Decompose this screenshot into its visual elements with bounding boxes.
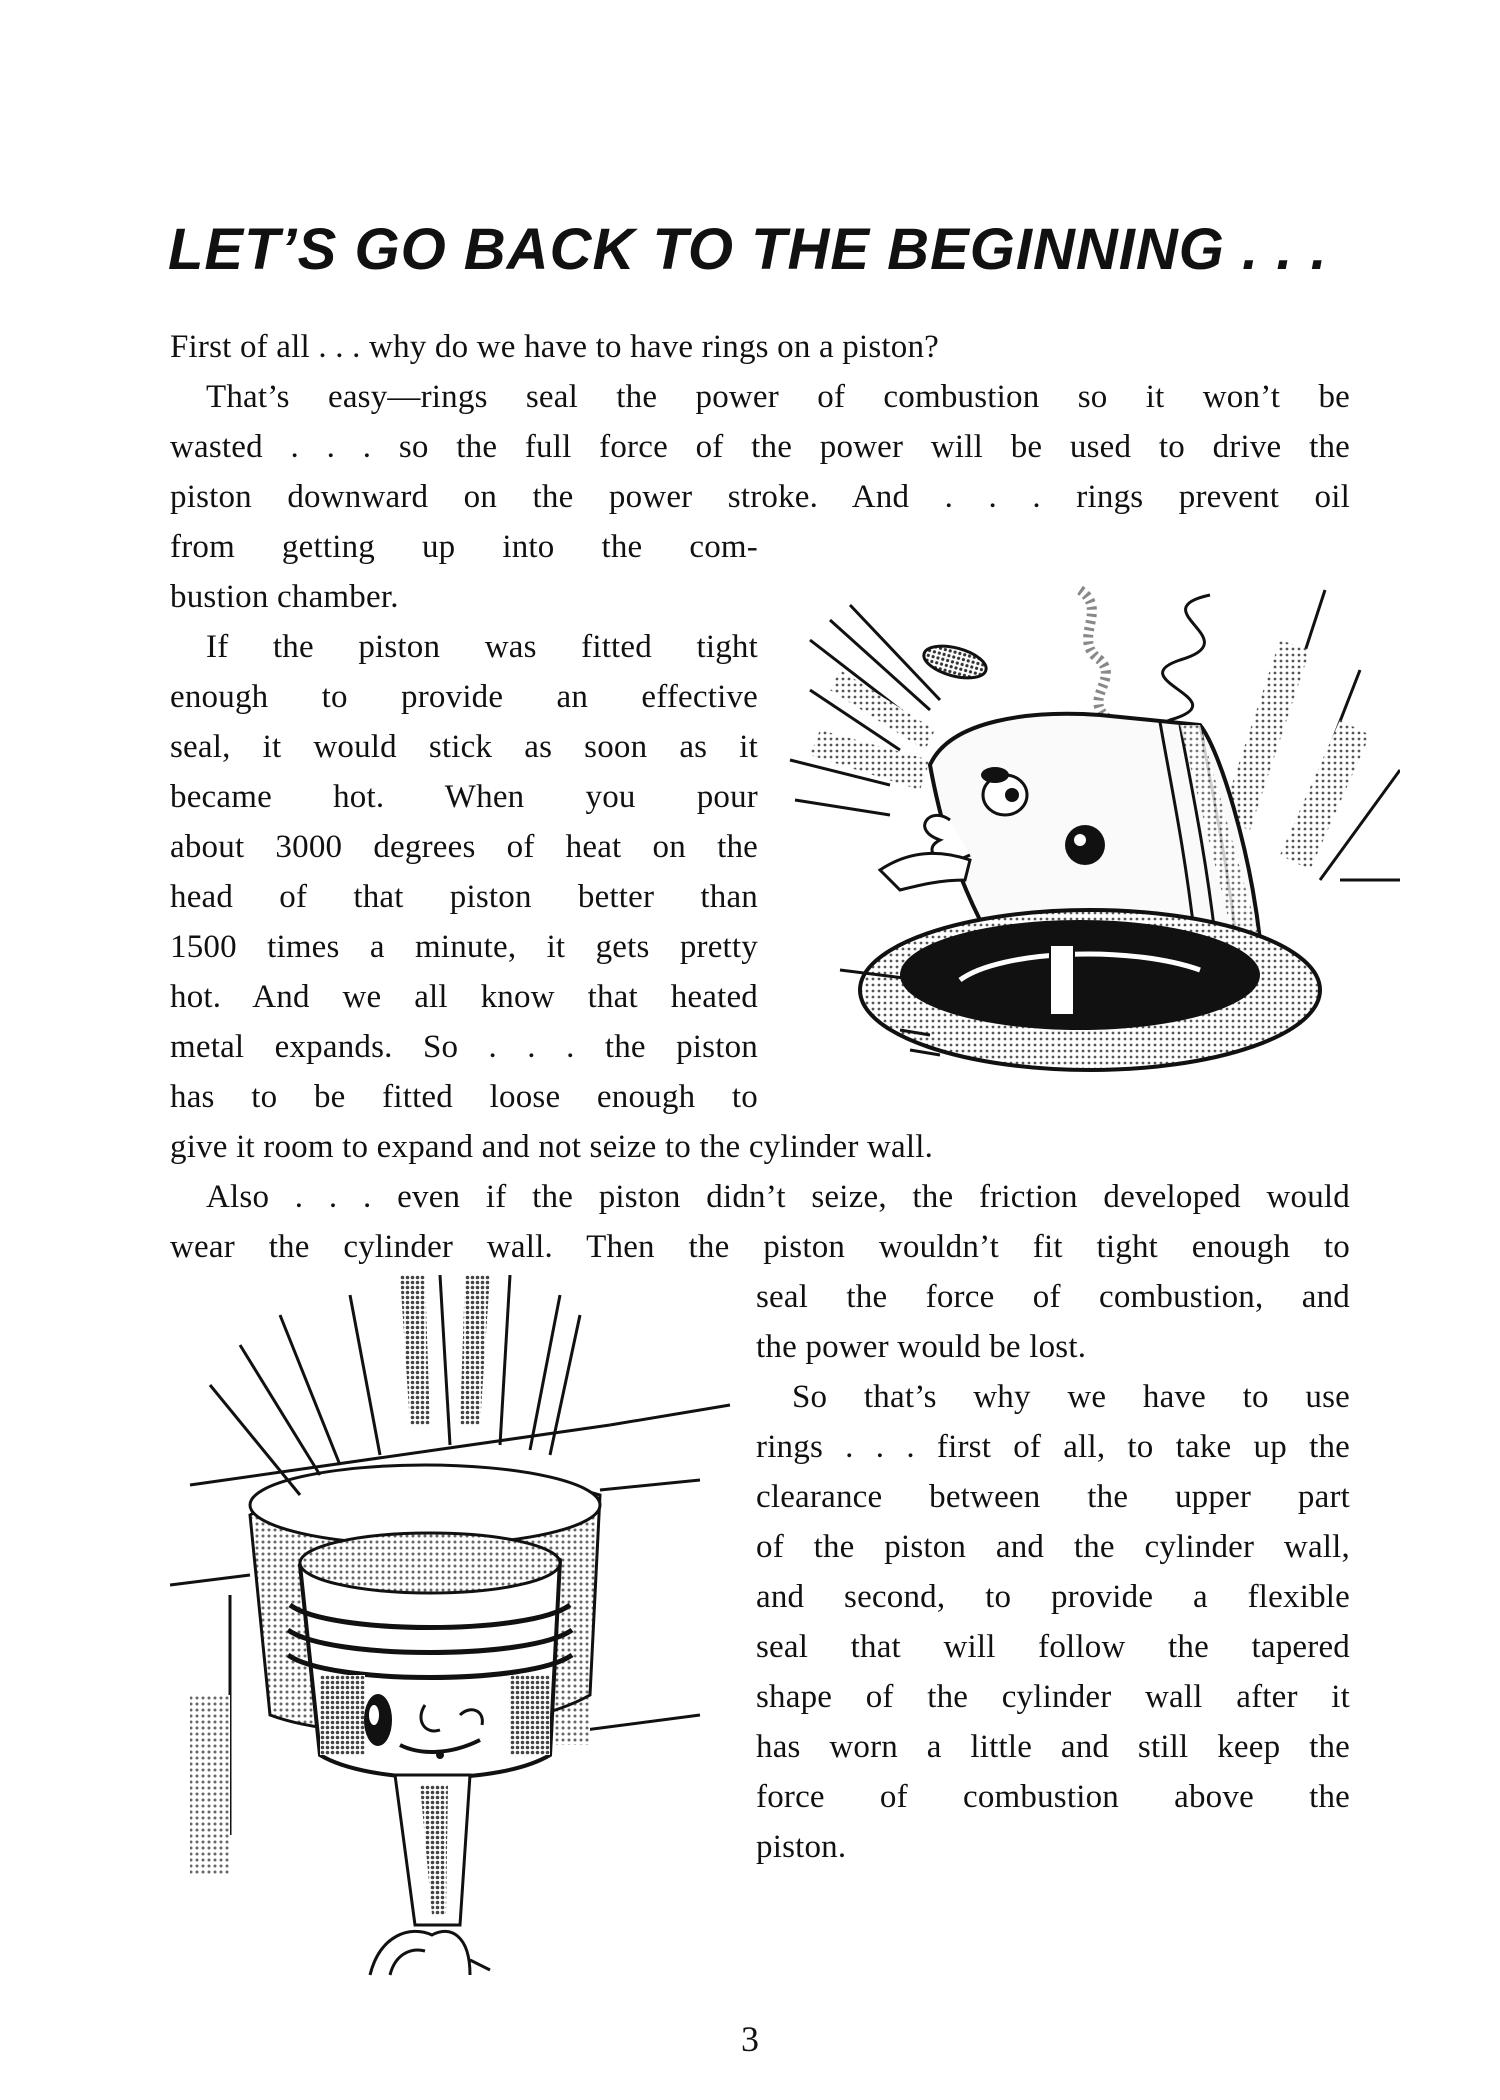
text-line: about 3000 degrees of heat on the bbox=[170, 829, 758, 865]
text-line: piston downward on the power stroke. And . . . rings prevent oil bbox=[170, 479, 1350, 515]
text-line: has to be fitted loose enough to bbox=[170, 1079, 758, 1115]
text-line: First of all . . . why do we have to have rings on a piston? bbox=[170, 329, 940, 365]
text-line: That’s easy—rings seal the power of combustion so it won’t be bbox=[206, 379, 1350, 415]
text-line: head of that piston better than bbox=[170, 879, 758, 915]
text-line: clearance between the upper part bbox=[756, 1479, 1350, 1515]
text-line: metal expands. So . . . the piston bbox=[170, 1029, 758, 1065]
text-line: of the piston and the cylinder wall, bbox=[756, 1529, 1350, 1565]
text-line: 1500 times a minute, it gets pretty bbox=[170, 929, 758, 965]
text-line: force of combustion above the bbox=[756, 1779, 1350, 1815]
text-line: shape of the cylinder wall after it bbox=[756, 1679, 1350, 1715]
text-line: enough to provide an effective bbox=[170, 679, 758, 715]
text-line: If the piston was fitted tight bbox=[206, 629, 758, 665]
page-title: LET’S GO BACK TO THE BEGINNING . . . bbox=[168, 217, 1328, 282]
text-line: rings . . . first of all, to take up the bbox=[756, 1429, 1350, 1465]
text-line: wear the cylinder wall. Then the piston wouldn’t fit tight enough to bbox=[170, 1229, 1350, 1265]
text-line: the power would be lost. bbox=[756, 1329, 1087, 1365]
text-line: Also . . . even if the piston didn’t seize, the friction developed would bbox=[206, 1179, 1350, 1215]
text-line: seal that will follow the tapered bbox=[756, 1629, 1350, 1665]
text-line: has worn a little and still keep the bbox=[756, 1729, 1350, 1765]
text-line: hot. And we all know that heated bbox=[170, 979, 758, 1015]
text-line: became hot. When you pour bbox=[170, 779, 758, 815]
text-line: give it room to expand and not seize to the cylinder wall. bbox=[170, 1129, 934, 1165]
text-line: seal the force of combustion, and bbox=[756, 1279, 1350, 1315]
piston-rings-cartoon-illustration bbox=[170, 1275, 750, 1985]
page-number: 3 bbox=[741, 2019, 759, 2059]
text-line: seal, it would stick as soon as it bbox=[170, 729, 758, 765]
text-line: So that’s why we have to use bbox=[792, 1379, 1350, 1415]
text-line: from getting up into the com- bbox=[170, 529, 758, 565]
hot-piston-cartoon-illustration bbox=[780, 550, 1400, 1120]
text-line: bustion chamber. bbox=[170, 579, 399, 615]
text-line: wasted . . . so the full force of the power will be used to drive the bbox=[170, 429, 1350, 465]
text-line: piston. bbox=[756, 1829, 847, 1865]
text-line: and second, to provide a flexible bbox=[756, 1579, 1350, 1615]
